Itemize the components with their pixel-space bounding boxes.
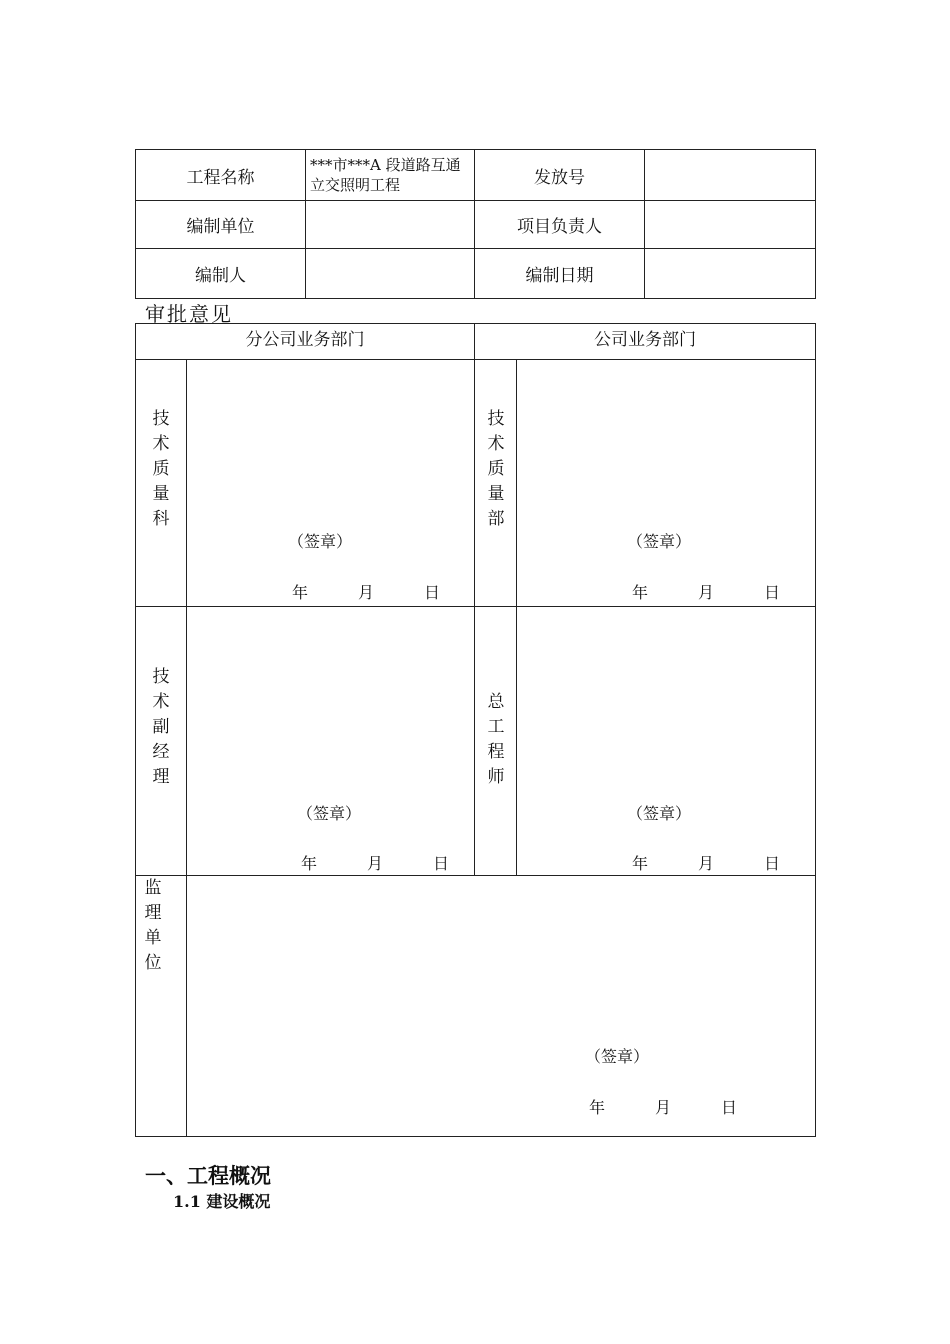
project-name-label: 工程名称 bbox=[186, 167, 255, 188]
day-label: 日 bbox=[424, 583, 441, 602]
year-label: 年 bbox=[292, 583, 309, 602]
compile-unit-value bbox=[306, 201, 474, 248]
month-label: 月 bbox=[698, 854, 715, 873]
section-heading: 一、工程概况 bbox=[145, 1163, 271, 1188]
date-line bbox=[589, 1095, 737, 1118]
day-label: 日 bbox=[721, 1098, 738, 1117]
month-label: 月 bbox=[655, 1098, 672, 1117]
seal-label: （签章） bbox=[627, 804, 692, 823]
divider bbox=[135, 875, 816, 876]
year-label: 年 bbox=[632, 854, 649, 873]
approval-title: 审批意见 bbox=[145, 302, 233, 326]
section-subheading: 1.1 建设概况 bbox=[173, 1192, 271, 1211]
approval-table bbox=[135, 323, 816, 1137]
supervision-unit-label: 监理单位 bbox=[144, 878, 162, 973]
compiler-value bbox=[306, 249, 474, 298]
tech-quality-dept-label: 技术质量部 bbox=[487, 409, 505, 529]
day-label: 日 bbox=[764, 854, 781, 873]
date-line bbox=[301, 851, 449, 874]
compiler-label: 编制人 bbox=[195, 266, 246, 286]
project-lead-value bbox=[645, 201, 815, 248]
issue-no-value bbox=[645, 150, 815, 200]
divider bbox=[186, 359, 187, 1137]
project-name-value: ***市***A 段道路互通立交照明工程 bbox=[310, 156, 461, 194]
branch-header: 分公司业务部门 bbox=[245, 329, 365, 350]
chief-engineer-label: 总工程师 bbox=[487, 692, 505, 787]
month-label: 月 bbox=[358, 583, 375, 602]
date-line bbox=[632, 580, 780, 603]
compile-unit-label: 编制单位 bbox=[186, 217, 255, 237]
compile-date-label: 编制日期 bbox=[525, 266, 594, 286]
day-label: 日 bbox=[764, 583, 781, 602]
date-line bbox=[632, 851, 780, 874]
year-label: 年 bbox=[589, 1098, 606, 1117]
month-label: 月 bbox=[367, 854, 384, 873]
day-label: 日 bbox=[433, 854, 450, 873]
seal-label: （签章） bbox=[585, 1047, 650, 1066]
year-label: 年 bbox=[632, 583, 649, 602]
divider bbox=[135, 606, 816, 607]
year-label: 年 bbox=[301, 854, 318, 873]
seal-label: （签章） bbox=[288, 532, 353, 551]
compile-date-value bbox=[645, 249, 815, 298]
tech-deputy-manager-label: 技术副经理 bbox=[152, 667, 170, 787]
issue-no-label: 发放号 bbox=[534, 167, 585, 188]
date-line bbox=[292, 580, 440, 603]
divider bbox=[474, 323, 475, 876]
month-label: 月 bbox=[698, 583, 715, 602]
company-header: 公司业务部门 bbox=[594, 329, 696, 350]
divider bbox=[135, 359, 816, 360]
project-lead-label: 项目负责人 bbox=[517, 217, 602, 237]
seal-label: （签章） bbox=[297, 804, 362, 823]
tech-quality-section-label: 技术质量科 bbox=[152, 409, 170, 529]
divider bbox=[516, 359, 517, 876]
seal-label: （签章） bbox=[627, 532, 692, 551]
